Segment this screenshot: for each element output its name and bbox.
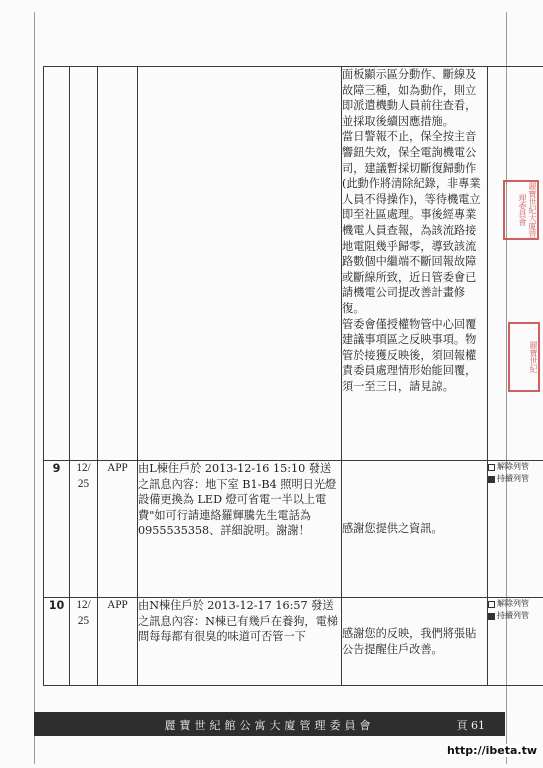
status-removed-label: 解除列管 xyxy=(497,599,529,608)
row-date-text: 12/ 25 xyxy=(76,462,91,490)
footer-title: 麗寶世紀館公寓大廈管理委員會 xyxy=(164,719,375,732)
row-date xyxy=(70,598,98,686)
reply-paragraph: 感謝您的反映，我們將張貼公告提醒住戶改善。 xyxy=(342,626,477,656)
table-row xyxy=(44,461,543,598)
row-status xyxy=(488,598,543,686)
row-number: 9 xyxy=(44,461,70,598)
red-seal-stamp: 麗寶世紀大廈管理委員會 xyxy=(503,180,539,240)
checkbox-filled-icon xyxy=(488,613,495,620)
reply-paragraph: 管委會僅授權物管中心回覆建議事項區之反映事項。物管於接獲反映後，須回報權責委員處理情形始能回覆，須一至三日，請見諒。 xyxy=(342,317,477,393)
row-message: 由N棟住戶於 2013-12-17 16:57 發送之訊息內容：N棟已有幾戶在養狗，電梯間每每都有很臭的味道可否管一下 xyxy=(138,598,342,686)
status-removed[interactable] xyxy=(488,598,543,610)
status-ongoing[interactable] xyxy=(488,610,543,622)
row-date xyxy=(70,461,98,598)
footer-bar xyxy=(34,712,505,736)
row-message: 由L棟住戶於 2013-12-16 15:10 發送之訊息內容：地下室 B1-B4 照明日光燈設備更換為 LED 燈可省電一半以上電費"如可行請連絡羅輝騰先生電話為 0955535358、詳細說明。謝謝！ xyxy=(138,461,342,598)
row-status xyxy=(488,461,543,598)
row-number xyxy=(44,67,70,461)
checkbox-empty-icon xyxy=(488,464,495,471)
red-seal-stamp: 麗寶世紀 xyxy=(508,322,540,392)
reply-paragraph: 當日警報不止，保全按主音響鈕失效，保全電詢機電公司，建議暫採切斷復歸動作(此動作將清除紀錄，非專業人員不得操作)，等待機電立即至社區處理。事後經專業機電人員查報，為該流路接地電阻幾乎歸零，導致該流路數個中繼端不斷回報故障或斷線所致，近日管委會已請機電公司提改善計畫修復。 xyxy=(342,130,481,315)
row-reply xyxy=(342,67,488,461)
status-ongoing[interactable] xyxy=(488,473,543,485)
checkbox-filled-icon xyxy=(488,476,495,483)
reply-paragraph: 感謝您提供之資訊。 xyxy=(342,522,443,536)
watermark-url: http://ibeta.tw xyxy=(446,744,537,757)
meeting-record-table xyxy=(43,66,543,686)
row-reply xyxy=(342,461,488,598)
row-message xyxy=(138,67,342,461)
row-source: APP xyxy=(98,461,138,598)
row-source: APP xyxy=(98,598,138,686)
reply-paragraph: 面板顯示區分動作、斷線及故障三種，如為動作，則立即派遣機動人員前往查看，並採取後續因應措施。 xyxy=(342,68,477,128)
row-reply xyxy=(342,598,488,686)
checkbox-empty-icon xyxy=(488,601,495,608)
table-row xyxy=(44,598,543,686)
row-status xyxy=(488,67,543,461)
status-removed-label: 解除列管 xyxy=(497,462,529,471)
table-row xyxy=(44,67,543,461)
status-ongoing-label: 持續列管 xyxy=(497,611,529,620)
page-number: 頁 61 xyxy=(456,719,485,732)
row-date-text: 12/ 25 xyxy=(76,599,91,627)
status-removed[interactable] xyxy=(488,461,543,473)
row-source xyxy=(98,67,138,461)
status-ongoing-label: 持續列管 xyxy=(497,474,529,483)
row-number: 10 xyxy=(44,598,70,686)
row-date xyxy=(70,67,98,461)
